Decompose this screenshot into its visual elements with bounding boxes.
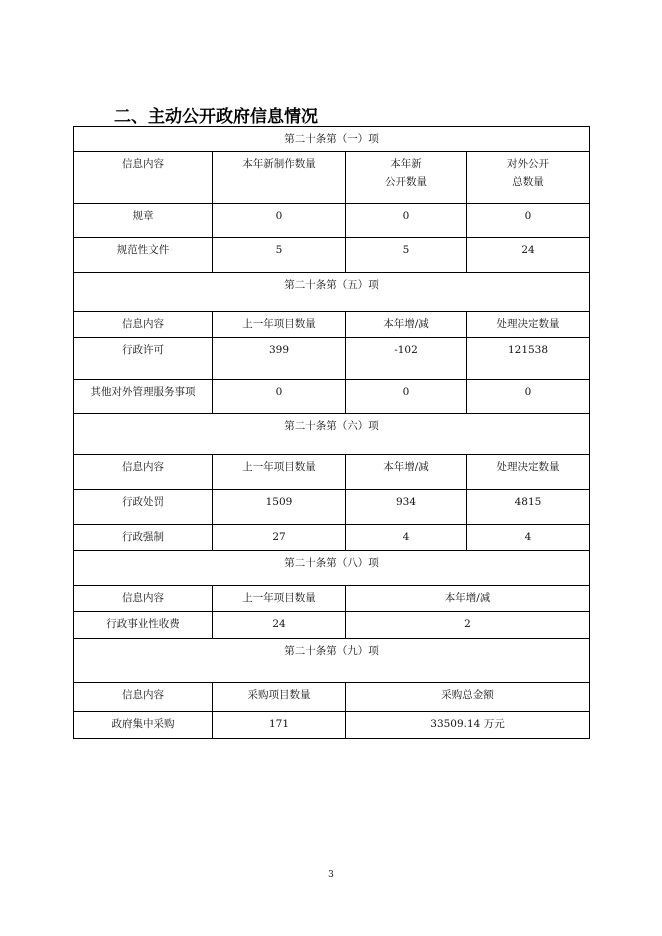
cell-value: 4 (346, 525, 467, 551)
cell-value: 5 (346, 238, 467, 273)
section-heading: 二、主动公开政府信息情况 (114, 107, 318, 127)
cell-value: 4815 (467, 490, 590, 525)
cell-value: 171 (213, 712, 346, 739)
section-title: 第二十条第（九）项 (74, 639, 590, 683)
header-line: 本年新 (390, 158, 422, 170)
row-label: 规范性文件 (74, 238, 213, 273)
cell-value: 4 (467, 525, 590, 551)
cell-value: 2 (346, 612, 590, 639)
cell-value: 0 (467, 204, 590, 238)
header-line: 对外公开 (507, 158, 549, 170)
header-cell: 信息内容 (74, 683, 213, 712)
table-row (74, 338, 590, 380)
row-label: 其他对外管理服务事项 (74, 380, 213, 414)
section-title-row (74, 551, 590, 586)
cell-value: 24 (213, 612, 346, 639)
cell-value: 33509.14 万元 (346, 712, 590, 739)
section-title: 第二十条第（一）项 (74, 127, 590, 152)
table-row (74, 612, 590, 639)
cell-value: 24 (467, 238, 590, 273)
header-cell: 上一年项目数量 (213, 586, 346, 612)
section-title-row (74, 127, 590, 152)
header-row (74, 455, 590, 490)
cell-value: 0 (346, 204, 467, 238)
header-cell: 上一年项目数量 (213, 455, 346, 490)
header-line: 总数量 (512, 176, 544, 188)
section-title: 第二十条第（五）项 (74, 273, 590, 312)
section-title: 第二十条第（六）项 (74, 414, 590, 455)
row-label: 行政许可 (74, 338, 213, 380)
cell-value: 399 (213, 338, 346, 380)
header-cell: 信息内容 (74, 455, 213, 490)
header-cell (467, 152, 590, 204)
header-cell: 本年增/减 (346, 586, 590, 612)
cell-value: 0 (346, 380, 467, 414)
header-cell (346, 152, 467, 204)
cell-value: 0 (213, 204, 346, 238)
row-label: 规章 (74, 204, 213, 238)
row-label: 行政处罚 (74, 490, 213, 525)
header-cell: 信息内容 (74, 152, 213, 204)
section-title-row (74, 414, 590, 455)
section-title: 第二十条第（八）项 (74, 551, 590, 586)
table-row (74, 204, 590, 238)
table-row (74, 490, 590, 525)
table-row (74, 238, 590, 273)
table-row (74, 380, 590, 414)
cell-value: 5 (213, 238, 346, 273)
header-cell: 上一年项目数量 (213, 312, 346, 338)
header-cell: 处理决定数量 (467, 455, 590, 490)
info-table (73, 126, 590, 739)
header-cell: 信息内容 (74, 312, 213, 338)
table-row (74, 712, 590, 739)
header-row (74, 152, 590, 204)
section-title-row (74, 273, 590, 312)
header-cell: 采购总金额 (346, 683, 590, 712)
header-cell: 本年增/减 (346, 455, 467, 490)
cell-value: 1509 (213, 490, 346, 525)
header-cell: 处理决定数量 (467, 312, 590, 338)
header-line: 公开数量 (385, 176, 427, 188)
cell-value: 27 (213, 525, 346, 551)
header-row (74, 683, 590, 712)
row-label: 行政事业性收费 (74, 612, 213, 639)
cell-value: -102 (346, 338, 467, 380)
section-title-row (74, 639, 590, 683)
header-cell: 信息内容 (74, 586, 213, 612)
header-cell: 本年新制作数量 (213, 152, 346, 204)
cell-value: 0 (213, 380, 346, 414)
cell-value: 934 (346, 490, 467, 525)
header-row (74, 586, 590, 612)
header-cell: 采购项目数量 (213, 683, 346, 712)
cell-value: 121538 (467, 338, 590, 380)
page-number: 3 (328, 870, 334, 880)
header-cell: 本年增/减 (346, 312, 467, 338)
cell-value: 0 (467, 380, 590, 414)
header-row (74, 312, 590, 338)
table-row (74, 525, 590, 551)
row-label: 行政强制 (74, 525, 213, 551)
row-label: 政府集中采购 (74, 712, 213, 739)
